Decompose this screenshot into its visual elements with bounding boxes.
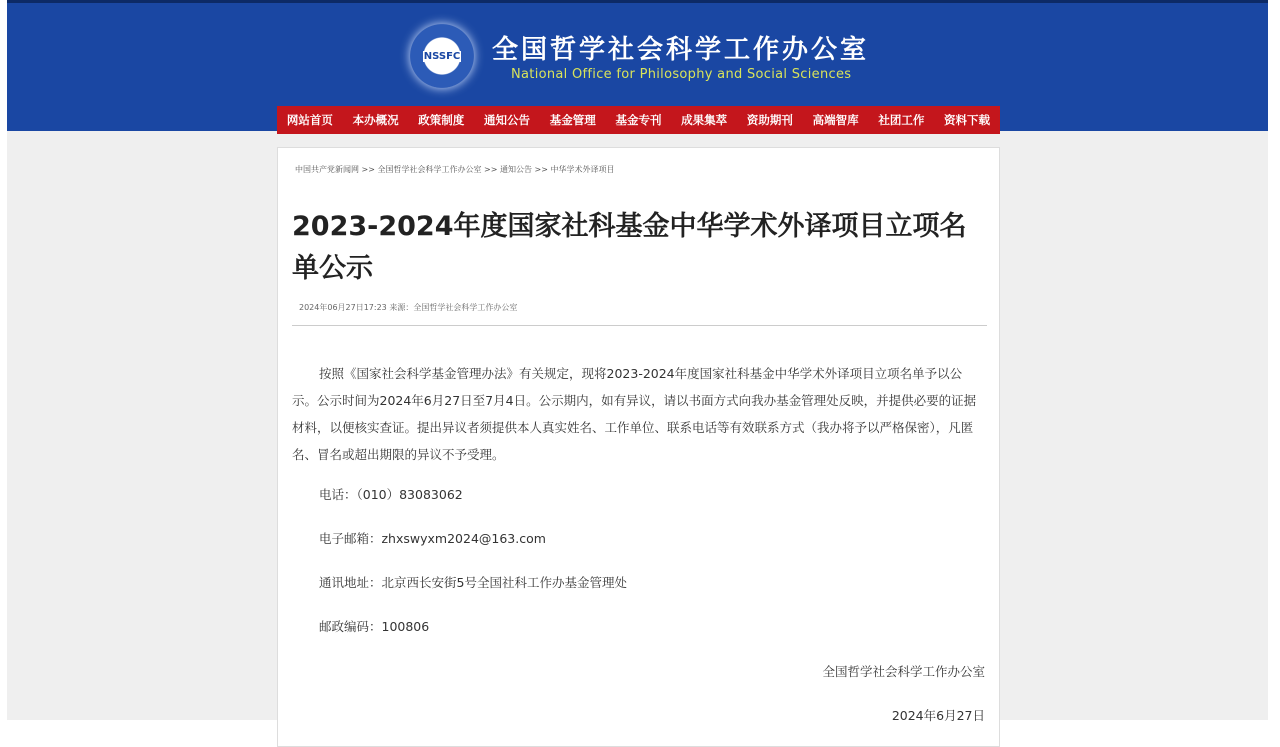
article-body: [292, 360, 987, 468]
body-paragraph: 按照《国家社会科学基金管理办法》有关规定，现将2023-2024年度国家社科基金中华学术外译项目立项名单予以公示。公示时间为2024年6月27日至7月4日。公示期内，如有异议，请以书面方式向我办基金管理处反映，并提供必要的证据材料，以便核实查证。提出异议者须提供本人真实姓名、工作单位、联系电话等有效联系方式（我办将予以严格保密），凡匿名、冒名或超出期限的异议不予受理。: [292, 366, 977, 462]
nav-item[interactable]: 高端智库: [812, 113, 859, 127]
nav-item[interactable]: 通知公告: [484, 113, 531, 127]
nav-item[interactable]: 资料下载: [944, 113, 991, 127]
publish-date: 2024年6月27日: [891, 708, 985, 723]
signature: 全国哲学社会科学工作办公室: [822, 664, 985, 679]
site-title: 全国哲学社会科学工作办公室: [492, 35, 870, 65]
nav-item[interactable]: 基金管理: [549, 113, 596, 127]
divider: [292, 325, 987, 326]
nssfc-logo[interactable]: [410, 24, 474, 88]
nav-item[interactable]: 资助期刊: [746, 113, 793, 127]
nav-item[interactable]: 成果集萃: [681, 113, 728, 127]
postcode-line: 邮政编码：100806: [319, 619, 430, 634]
nav-item[interactable]: 社团工作: [878, 113, 925, 127]
article-meta: 2024年06月27日17:23 来源：全国哲学社会科学工作办公室: [299, 303, 518, 312]
breadcrumb[interactable]: 中国共产党新闻网 >> 全国哲学社会科学工作办公室 >> 通知公告 >> 中华学术外译项目: [295, 165, 615, 174]
main-nav: [277, 106, 1000, 134]
phone-line: 电话：（010）83083062: [319, 487, 463, 502]
logo-text: NSSFC: [423, 50, 461, 62]
email-line: 电子邮箱：zhxswyxm2024@163.com: [319, 531, 546, 546]
nav-item[interactable]: 本办概况: [352, 113, 399, 127]
address-line: 通讯地址：北京西长安街5号全国社科工作办基金管理处: [319, 575, 627, 590]
site-subtitle: National Office for Philosophy and Social Sciences: [511, 67, 852, 82]
nav-item[interactable]: 基金专刊: [615, 113, 662, 127]
article-card: [277, 147, 1000, 747]
page: [7, 0, 1268, 723]
site-header: [7, 0, 1268, 131]
nav-item[interactable]: 网站首页: [286, 113, 333, 127]
nav-item[interactable]: 政策制度: [418, 113, 465, 127]
article-title: 2023-2024年度国家社科基金中华学术外译项目立项名单公示: [292, 211, 967, 284]
